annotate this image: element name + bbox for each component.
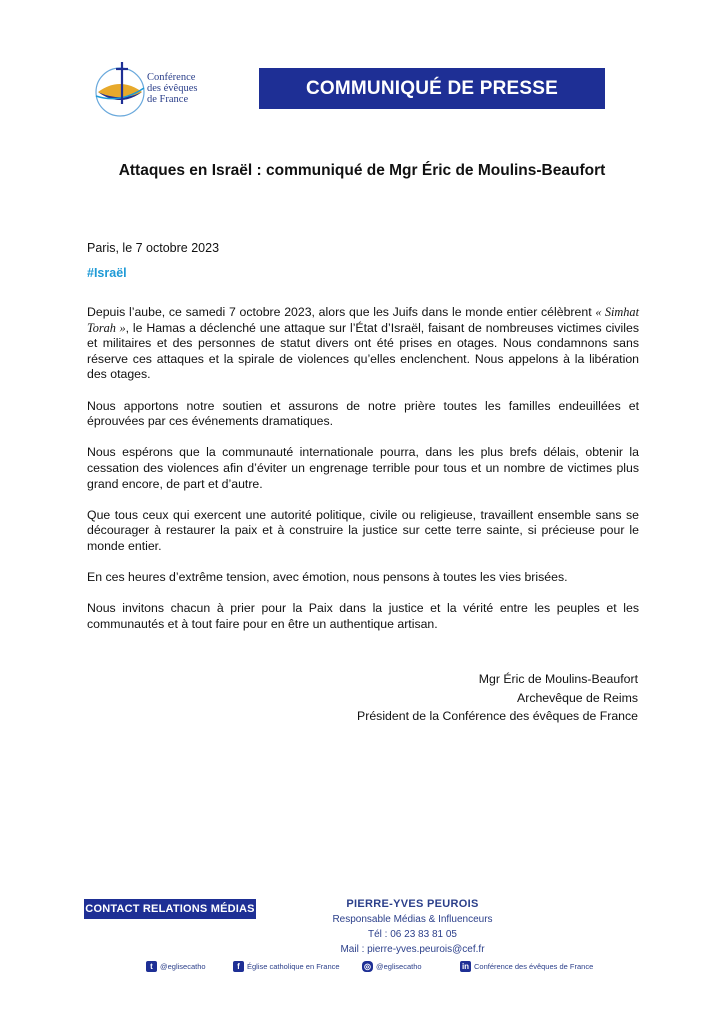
paragraph-3: Nous espérons que la communauté internationale pourra, dans les plus brefs délais, obtenir la cessation des violences afin d’éviter un engrenage terrible pour tous et un nombre de victimes plus grand encore, de part et d’autre. — [87, 445, 639, 491]
twitter-link[interactable]: t @eglisecatho — [146, 961, 206, 972]
contact-relations-badge: CONTACT RELATIONS MÉDIAS — [84, 899, 256, 919]
document-title: Attaques en Israël : communiqué de Mgr Éric de Moulins-Beaufort — [118, 162, 606, 179]
paragraph-4: Que tous ceux qui exercent une autorité politique, civile ou religieuse, travaillent ensemble sans se décourager à restaurer la paix et à construire la justice sur cette terre sainte, si précieuse pour le monde entier. — [87, 507, 639, 553]
signature-role-1: Archevêque de Reims — [517, 690, 638, 705]
cef-emblem-icon — [92, 58, 150, 120]
contact-role: Responsable Médias & Influenceurs — [332, 914, 493, 925]
paragraph-1: Depuis l’aube, ce samedi 7 octobre 2023, alors que les Juifs dans le monde entier célèbrent « Simhat Torah », le Hamas a déclenché une attaque sur l’État d’Israël, faisant de nombreuses victimes civiles et militaires et des personnes de statut divers ont été prises en otages. Nous condamnons sans réserve ces attaques et la spirale de violences qu’elles enclenchent. Nous appelons à la libération des otages. — [87, 305, 639, 382]
social-links — [0, 961, 724, 977]
signature-name: Mgr Éric de Moulins-Beaufort — [478, 672, 638, 686]
body-text — [87, 305, 639, 648]
signature-block — [357, 670, 638, 726]
logo-text: Conférence des évêques de France — [147, 72, 198, 105]
press-release-banner: COMMUNIQUÉ DE PRESSE — [259, 68, 605, 109]
signature-role-2: Président de la Conférence des évêques de France — [357, 709, 638, 723]
linkedin-link[interactable]: in Conférence des évêques de France — [461, 962, 594, 971]
twitter-icon: t — [146, 961, 157, 972]
hashtag-link[interactable]: #Israël — [87, 266, 127, 280]
paragraph-6: Nous invitons chacun à prier pour la Paix dans la justice et la vérité entre les peuples et les communautés et à tout faire pour en être un authentique artisan. — [87, 601, 639, 631]
paragraph-5: En ces heures d’extrême tension, avec émotion, nous pensons à toutes les vies brisées. — [87, 570, 568, 585]
emphasis-simhat-torah: « Simhat Torah » — [87, 305, 639, 335]
linkedin-icon: in — [461, 962, 470, 971]
contact-email[interactable]: Mail : pierre-yves.peurois@cef.fr — [340, 944, 485, 955]
contact-phone[interactable]: Tél : 06 23 83 81 05 — [368, 929, 457, 940]
facebook-icon: f — [233, 961, 244, 972]
cef-logo — [92, 58, 232, 120]
contact-name: PIERRE-YVES PEUROIS — [346, 898, 479, 910]
paragraph-2: Nous apportons notre soutien et assurons de notre prière toutes les familles endeuillées et éprouvées par ces événements dramatiques. — [87, 398, 639, 429]
date-line: Paris, le 7 octobre 2023 — [87, 241, 220, 255]
instagram-icon: ◎ — [362, 961, 373, 972]
instagram-link[interactable]: ◎ @eglisecatho — [364, 962, 422, 971]
media-contact — [320, 896, 505, 957]
facebook-link[interactable]: f Église catholique en France — [233, 961, 340, 972]
